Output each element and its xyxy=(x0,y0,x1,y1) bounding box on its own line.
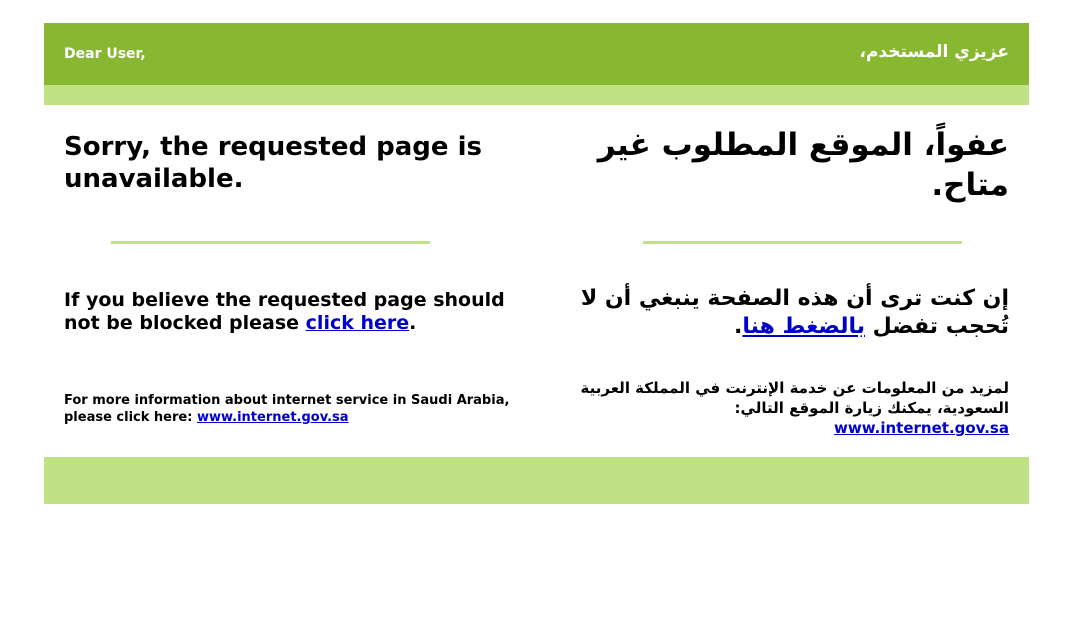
footer-bar xyxy=(44,457,1029,504)
internet-gov-link-english[interactable]: www.internet.gov.sa xyxy=(196,410,349,425)
greeting-english: Dear User, xyxy=(64,46,146,62)
header-bar xyxy=(44,23,1029,85)
divider-right xyxy=(643,241,962,244)
click-here-link-arabic[interactable]: بالضغط هنا xyxy=(742,314,865,339)
content-area xyxy=(44,105,1029,457)
message-english xyxy=(64,289,534,335)
message-arabic-text: إن كنت ترى أن هذه الصفحة ينبغي أن لا تُحجب تفضل xyxy=(580,286,1009,339)
page-title-english: Sorry, the requested page is unavailable. xyxy=(64,132,482,194)
message-english-text: If you believe the requested page should not be blocked please xyxy=(64,289,505,334)
divider-left xyxy=(111,241,430,244)
greeting-arabic: عزيزي المستخدم، xyxy=(859,42,1009,62)
info-arabic-text: لمزيد من المعلومات عن خدمة الإنترنت في المملكة العربية السعودية، يمكنك زيارة الموقع التالي: xyxy=(580,379,1009,417)
info-english-text: For more information about internet service in Saudi Arabia, please click here: xyxy=(64,393,510,425)
info-arabic xyxy=(549,378,1009,438)
message-english-end: . xyxy=(409,312,417,334)
block-page xyxy=(44,23,1029,504)
internet-gov-link-arabic[interactable]: www.internet.gov.sa xyxy=(834,419,1009,437)
click-here-link[interactable]: click here xyxy=(305,312,410,334)
header-subbar xyxy=(44,85,1029,105)
page-title-arabic: عفواً، الموقع المطلوب غير متاح. xyxy=(597,127,1009,203)
message-arabic-end: . xyxy=(734,314,743,339)
info-english xyxy=(64,392,524,426)
message-arabic xyxy=(549,285,1009,341)
